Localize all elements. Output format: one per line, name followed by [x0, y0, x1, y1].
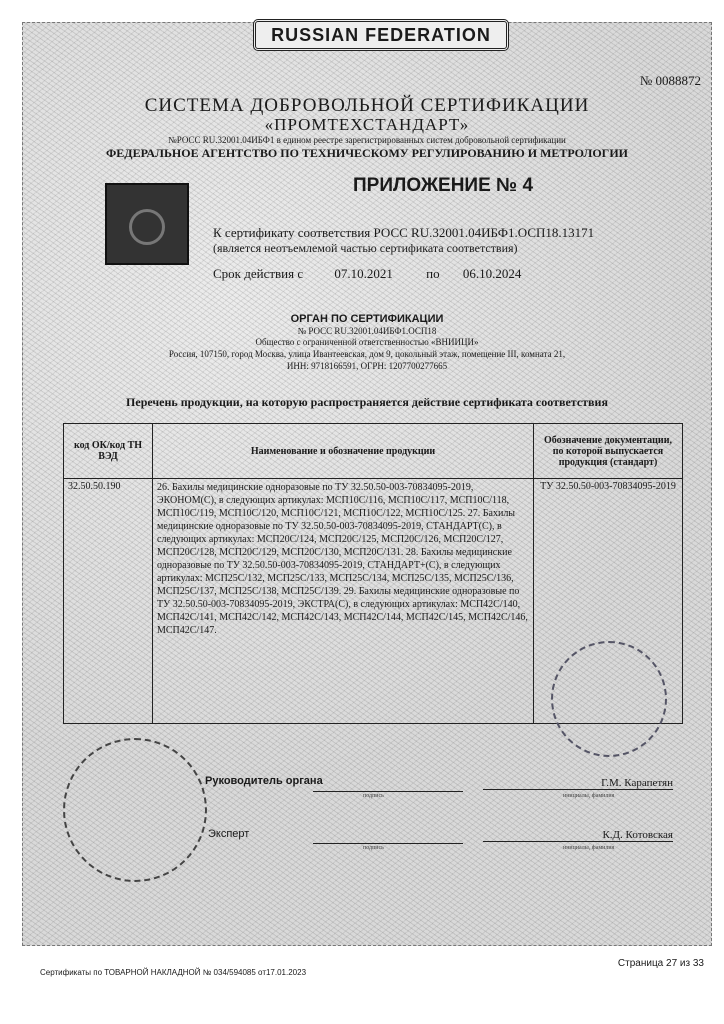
head-name: Г.М. Карапетян — [483, 777, 673, 790]
header-name: Наименование и обозначение продукции — [153, 424, 534, 479]
agency: ФЕДЕРАЛЬНОЕ АГЕНТСТВО ПО ТЕХНИЧЕСКОМУ РЕГУЛИРОВАНИЮ И МЕТРОЛОГИИ — [106, 146, 628, 160]
expert-label: Эксперт — [208, 828, 250, 840]
cell-standard: ТУ 32.50.50-003-70834095-2019 — [534, 479, 683, 724]
validity — [213, 266, 521, 282]
expert-signature-line — [313, 843, 463, 844]
system-name: «ПРОМТЕХСТАНДАРТ» — [264, 115, 470, 134]
expert-name: К.Д. Котовская — [483, 829, 673, 842]
appendix-title: ПРИЛОЖЕНИЕ № 4 — [353, 175, 534, 196]
hologram-icon — [105, 183, 189, 265]
certificate-ref: К сертификату соответствия РОСС RU.32001.04ИБФ1.ОСП18.13171 — [213, 225, 595, 240]
valid-to-label: по — [426, 266, 440, 281]
certificate-number: № 0088872 — [639, 73, 701, 88]
header-code: код ОК/код ТН ВЭД — [64, 424, 153, 479]
company-stamp-icon — [63, 738, 207, 882]
footer-invoice: Сертификаты по ТОВАРНОЙ НАКЛАДНОЙ № 034/594085 от17.01.2023 — [40, 968, 307, 977]
org-address: Россия, 107150, город Москва, улица Ивантеевская, дом 9, цокольный этаж, помещение III, комната 21, — [168, 349, 566, 359]
org-ids: ИНН: 9718166591, ОГРН: 1207700277665 — [286, 361, 448, 371]
footer-page-number: Страница 27 из 33 — [617, 958, 704, 969]
valid-label: Срок действия с — [213, 266, 304, 281]
head-name-caption: инициалы, фамилия — [563, 793, 615, 799]
head-label: Руководитель органа — [205, 775, 323, 787]
list-title: Перечень продукции, на которую распространяется действие сертификата соответствия — [126, 395, 608, 409]
head-sign-caption: подпись — [363, 793, 384, 799]
head-signature-line — [313, 791, 463, 792]
blue-stamp-icon — [551, 641, 667, 757]
valid-from: 07.10.2021 — [334, 266, 393, 281]
system-title: СИСТЕМА ДОБРОВОЛЬНОЙ СЕРТИФИКАЦИИ — [144, 95, 590, 116]
cell-description: 26. Бахилы медицинские одноразовые по ТУ 32.50.50-003-70834095-2019, ЭКОНОМ(С), в следующих артикулах: МСП10С/116, МСП10С/117, МСП10С/118, МСП10С/119, МСП10С/120, МСП10С/121, МСП10С/122, МСП10С/125. 27. Бахилы медицинские одноразовые по ТУ 32.50.50-003-70834095-2019, СТАНДАРТ(С), в следующих артикулах: МСП20С/124, МСП20С/125, МСП20С/126, МСП20С/127, МСП20С/128, МСП20С/129, МСП20С/130, МСП20С/131. 28. Бахилы медицинские одноразовые по ТУ 32.50.50-003-70834095-2019, СТАНДАРТ+(С), в следующих артикулах: МСП25С/132, МСП25С/133, МСП25С/134, МСП25С/135, МСП25С/136, МСП25С/137, МСП25С/138, МСП25С/139. 29. Бахилы медицинские одноразовые по ТУ 32.50.50-003-70834095-2019, ЭКСТРА(С), в следующих артикулах: МСП42С/140, МСП42С/141, МСП42С/142, МСП42С/143, МСП42С/144, МСП42С/145, МСП42С/146, МСП42С/147. — [153, 479, 534, 724]
expert-name-caption: инициалы, фамилия — [563, 845, 615, 851]
org-name: Общество с ограниченной ответственностью «ВНИИЦИ» — [255, 337, 479, 347]
certificate-page — [22, 22, 712, 946]
expert-sign-caption: подпись — [363, 845, 384, 851]
valid-to: 06.10.2024 — [462, 266, 522, 281]
org-title: ОРГАН ПО СЕРТИФИКАЦИИ — [290, 313, 444, 325]
header-standard: Обозначение документации, по которой выпускается продукция (стандарт) — [534, 424, 683, 479]
certificate-ref-note: (является неотъемлемой частью сертификата соответствия) — [213, 241, 518, 255]
registry-note: №РОСС RU.32001.04ИБФ1 в едином реестре зарегистрированных систем добровольной сертификации — [168, 135, 566, 145]
org-number: № РОСС RU.32001.04ИБФ1.ОСП18 — [297, 326, 437, 336]
banner-logo: RUSSIAN FEDERATION — [253, 19, 509, 51]
cell-code: 32.50.50.190 — [64, 479, 153, 724]
